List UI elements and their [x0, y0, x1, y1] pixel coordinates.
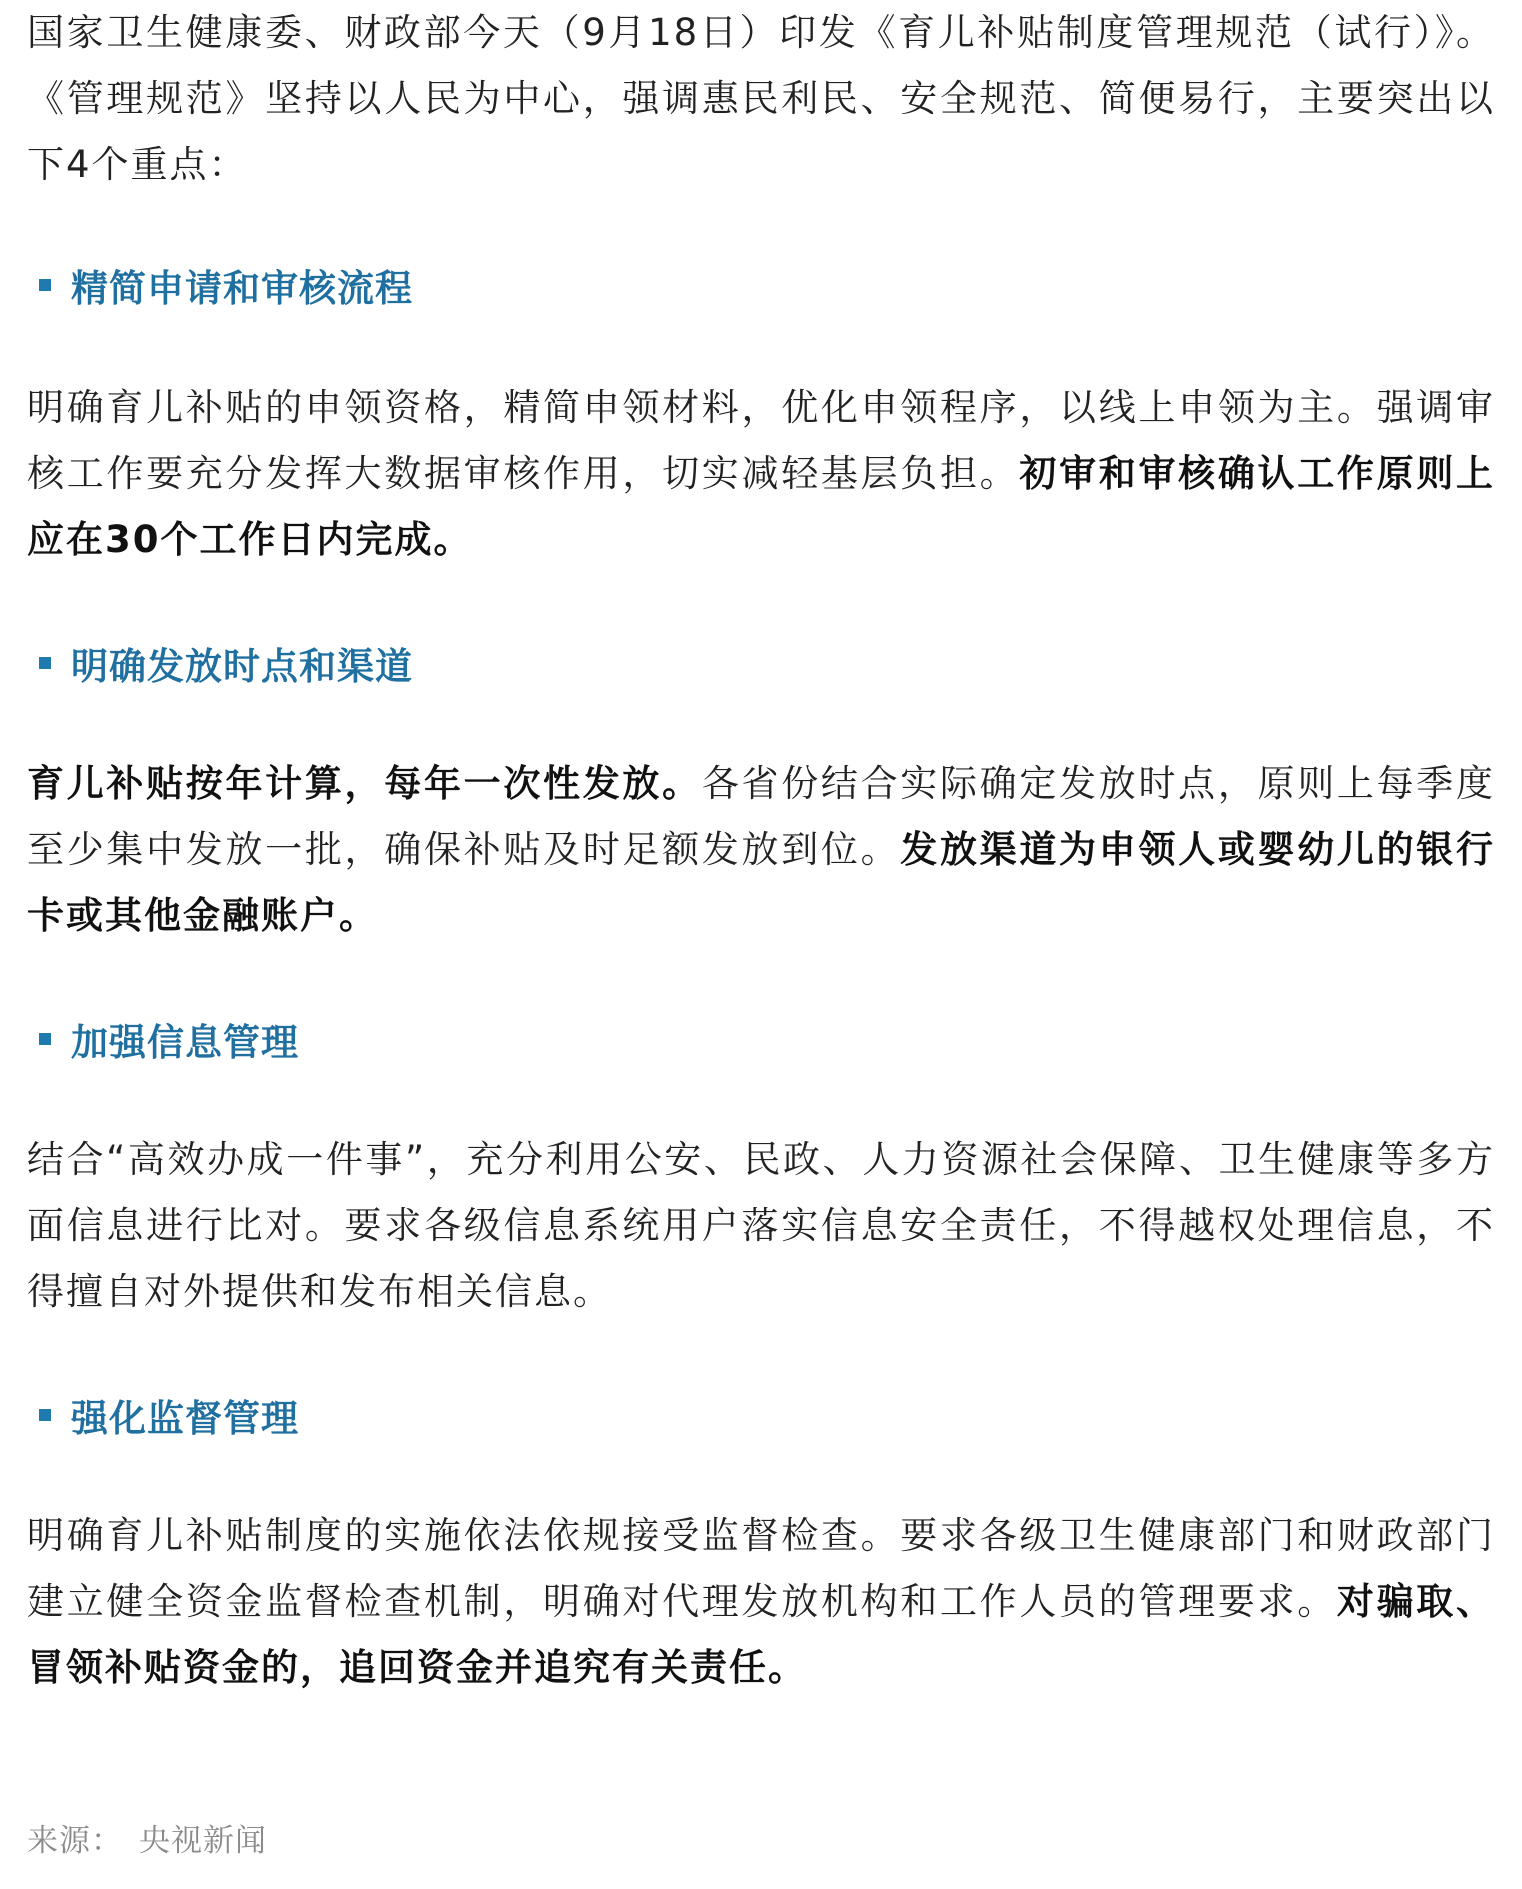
- section-1-bold-text: 初审和审核确认工作原则上应在30个工作日内完成。: [27, 452, 1496, 561]
- section-title: 明确发放时点和渠道: [71, 645, 413, 688]
- source-line: [27, 1815, 267, 1860]
- source-name: 央视新闻: [139, 1823, 267, 1859]
- square-bullet-icon: [39, 1409, 51, 1421]
- section-4-text: 明确育儿补贴制度的实施依法依规接受监督检查。要求各级卫生健康部门和财政部门建立健全资金监督检查机制，明确对代理发放机构和工作人员的管理要求。: [27, 1514, 1495, 1623]
- section-title: 精简申请和审核流程: [71, 267, 413, 310]
- section-3-paragraph: [27, 1127, 1495, 1325]
- section-heading-2: [27, 633, 1495, 693]
- intro-paragraph: 国家卫生健康委、财政部今天（9月18日）印发《育儿补贴制度管理规范（试行）》。《管理规范》坚持以人民为中心，强调惠民利民、安全规范、简便易行，主要突出以下4个重点：: [27, 11, 1495, 186]
- section-title: 强化监督管理: [71, 1397, 299, 1440]
- section-2-bold-lead: 育儿补贴按年计算，每年一次性发放。: [27, 762, 702, 805]
- section-1-text: 明确育儿补贴的申领资格，精简申领材料，优化申领程序，以线上申领为主。强调审核工作要充分发挥大数据审核作用，切实减轻基层负担。: [27, 386, 1495, 495]
- square-bullet-icon: [39, 1033, 51, 1045]
- source-label: 来源：: [27, 1823, 123, 1859]
- square-bullet-icon: [39, 657, 51, 669]
- section-heading-4: [27, 1385, 1495, 1445]
- section-heading-3: [27, 1009, 1495, 1069]
- section-title: 加强信息管理: [71, 1021, 299, 1064]
- section-2-text: 各省份结合实际确定发放时点，原则上每季度至少集中发放一批，确保补贴及时足额发放到位。: [27, 762, 1496, 871]
- section-4-paragraph: [27, 1503, 1495, 1701]
- section-1-paragraph: [27, 375, 1495, 573]
- section-4-bold-text: 对骗取、冒领补贴资金的，追回资金并追究有关责任。: [27, 1580, 1496, 1689]
- section-2-paragraph: [27, 751, 1495, 949]
- section-2-bold-text: 发放渠道为申领人或婴幼儿的银行卡或其他金融账户。: [27, 828, 1496, 937]
- square-bullet-icon: [39, 279, 51, 291]
- section-heading-1: [27, 255, 1495, 315]
- section-3-text: 结合“高效办成一件事”，充分利用公安、民政、人力资源社会保障、卫生健康等多方面信息进行比对。要求各级信息系统用户落实信息安全责任，不得越权处理信息，不得擅自对外提供和发布相关信息。: [27, 1138, 1495, 1313]
